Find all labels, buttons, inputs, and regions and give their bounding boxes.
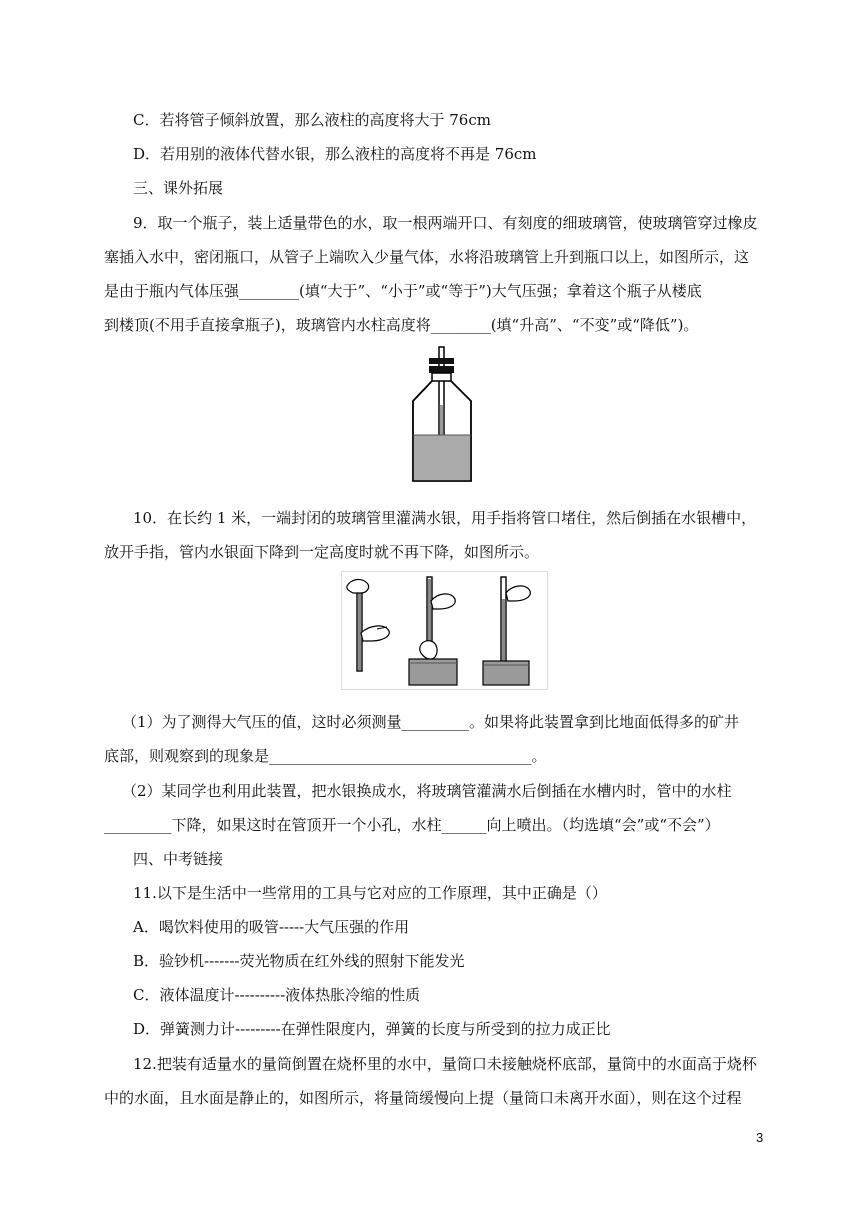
option-d-q8: D．若用别的液体代替水银，那么液柱的高度将不再是 76cm xyxy=(133,145,537,163)
torricelli-figure xyxy=(341,571,548,690)
q10-part1-line-2: 底部，则观察到的现象是___________________________________。 xyxy=(104,747,547,765)
q9-line-4: 到楼顶(不用手直接拿瓶子)，玻璃管内水柱高度将________(填“升高”、“不变”或“降低”)。 xyxy=(104,316,699,334)
q12-line-2: 中的水面，且水面是静止的，如图所示，将量筒缓慢向上提（量筒口未离开水面），则在这个过程 xyxy=(104,1089,742,1107)
q10-part2-line-1: （2）某同学也利用此装置，把水银换成水，将玻璃管灌满水后倒插在水槽内时，管中的水柱 xyxy=(122,782,732,800)
q11-option-a: A．喝饮料使用的吸管-----大气压强的作用 xyxy=(133,918,410,936)
q12-line-1: 12.把装有适量水的量筒倒置在烧杯里的水中，量筒口未接触烧杯底部，量筒中的水面高于烧杯 xyxy=(133,1055,757,1073)
q9-line-2: 塞插入水中，密闭瓶口，从管子上端吹入少量气体，水将沿玻璃管上升到瓶口以上，如图所示，这 xyxy=(104,248,750,266)
page-number: 3 xyxy=(756,1130,764,1145)
option-c-q8: C．若将管子倾斜放置，那么液柱的高度将大于 76cm xyxy=(133,111,491,129)
q10-line-2: 放开手指，管内水银面下降到一定高度时就不再下降，如图所示。 xyxy=(104,543,540,561)
section-heading-4: 四、中考链接 xyxy=(133,850,224,868)
q9-line-3: 是由于瓶内气体压强________(填“大于”、“小于”或“等于”)大气压强；拿着这个瓶子从楼底 xyxy=(104,282,702,300)
bottle-figure xyxy=(405,345,480,485)
q10-part2-line-2: _________下降，如果这时在管顶开一个小孔，水柱______向上喷出。（均选填“会”或“不会”） xyxy=(104,816,720,834)
section-heading-3: 三、课外拓展 xyxy=(133,179,224,197)
q9-line-1: 9．取一个瓶子，装上适量带色的水，取一根两端开口、有刻度的细玻璃管，使玻璃管穿过橡皮 xyxy=(133,214,758,232)
q10-line-1: 10．在长约 1 米，一端封闭的玻璃管里灌满水银，用手指将管口堵住，然后倒插在水银槽中， xyxy=(133,509,757,527)
q11-option-c: C．液体温度计----------液体热胀冷缩的性质 xyxy=(133,986,421,1004)
q11-stem: 11.以下是生活中一些常用的工具与它对应的工作原理，其中正确是（） xyxy=(133,884,607,902)
q10-part1-line-1: （1）为了测得大气压的值，这时必须测量_________。如果将此装置拿到比地面低得多的矿井 xyxy=(122,713,740,731)
q11-option-b: B．验钞机-------荧光物质在红外线的照射下能发光 xyxy=(133,952,465,970)
q11-option-d: D．弹簧测力计---------在弹性限度内，弹簧的长度与所受到的拉力成正比 xyxy=(133,1020,611,1038)
